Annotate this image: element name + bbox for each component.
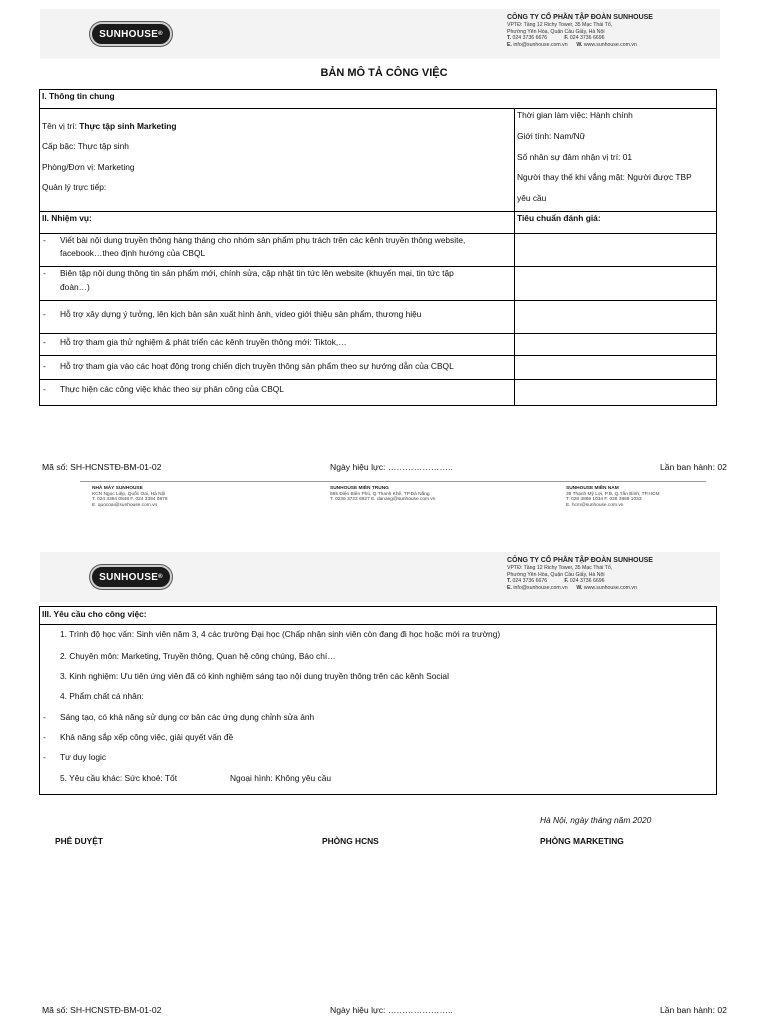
column-divider xyxy=(514,108,515,406)
marketing-dept-label: PHÒNG MARKETING xyxy=(540,836,624,846)
logo-text: SUNHOUSE xyxy=(99,571,159,583)
position-value: Thực tập sinh Marketing xyxy=(79,121,177,131)
company-email: info@sunhouse.com.vn xyxy=(513,584,568,591)
divider xyxy=(39,624,717,625)
department-field: Phòng/Đơn vị: Marketing xyxy=(42,162,135,172)
requirement-major: 2. Chuyên môn: Marketing, Truyền thông, Quan hệ công chúng, Báo chí… xyxy=(60,651,336,661)
branch-address: 39 Thạnh Mỹ Lợi, P.B, Q.Tân Bình, TP.HCM xyxy=(566,491,660,497)
substitute-field: Người thay thế khi vắng mặt: Người được TBP xyxy=(517,172,692,182)
company-fax: 024 3736 6696 xyxy=(569,35,605,42)
email-label: E. xyxy=(507,41,512,48)
task-1-line-2: facebook…theo định hướng của CBQL xyxy=(60,248,206,258)
task-6: Thực hiện các công việc khác theo sự phân công của CBQL xyxy=(60,384,284,394)
task-4: Hỗ trợ tham gia thử nghiệm & phát triển các kênh truyền thông mới: Tiktok,… xyxy=(60,337,347,347)
headcount-field: Số nhân sự đảm nhận vị trí: 01 xyxy=(517,152,633,162)
bullet-dash: - xyxy=(43,361,46,371)
branch-email: E. hcm@sunhouse.com.vn xyxy=(566,502,624,508)
branch-south xyxy=(566,486,659,508)
quality-3: Tư duy logic xyxy=(60,752,107,762)
position-field xyxy=(42,121,177,132)
logo-text: SUNHOUSE xyxy=(99,28,159,40)
branch-factory xyxy=(92,486,167,508)
form-code: Mã số: SH-HCNSTĐ-BM-01-02 xyxy=(42,1005,162,1015)
section2-heading: II. Nhiệm vụ: xyxy=(42,213,92,223)
divider xyxy=(39,300,717,301)
requirement-education: 1. Trình độ học vấn: Sinh viên năm 3, 4 các trường Đại học (Chấp nhận sinh viên còn đang đi học hoặc mới ra trường) xyxy=(60,629,501,639)
company-web: www.sunhouse.com.vn xyxy=(583,584,637,591)
bullet-dash: - xyxy=(43,309,46,319)
bullet-dash: - xyxy=(43,384,46,394)
bullet-dash: - xyxy=(43,268,46,278)
divider xyxy=(39,379,717,380)
sunhouse-logo: SUNHOUSE ® xyxy=(90,565,172,589)
company-name: CÔNG TY CỔ PHẦN TẬP ĐOÀN SUNHOUSE xyxy=(507,14,653,21)
section3-heading: III. Yêu cầu cho công việc: xyxy=(42,609,147,619)
document-title: BẢN MÔ TẢ CÔNG VIỆC xyxy=(320,67,448,79)
position-label: Tên vị trí: xyxy=(42,121,80,131)
effective-date: Ngày hiệu lực: ………………….. xyxy=(330,462,453,472)
tel-label: T. xyxy=(507,578,512,585)
bullet-dash: - xyxy=(43,337,46,347)
branch-title: SUNHOUSE MIỀN TRUNG xyxy=(330,486,389,491)
task-5: Hỗ trợ tham gia vào các hoạt động trong chiến dịch truyền thông sản phẩm theo sự hướng dẫn của CBQL xyxy=(60,361,454,371)
divider xyxy=(39,333,717,334)
web-label: W. xyxy=(576,584,583,591)
task-3: Hỗ trợ xây dựng ý tưởng, lên kịch bản sản xuất hình ảnh, video giới thiệu sản phẩm, thương hiệu xyxy=(60,309,422,319)
company-tel: 024 3736 6676 xyxy=(512,578,548,585)
branch-title: SUNHOUSE MIỀN NAM xyxy=(566,486,619,491)
bullet-dash: - xyxy=(43,712,46,722)
effective-date: Ngày hiệu lực: ………………….. xyxy=(330,1005,453,1015)
company-address-2: Phường Yên Hòa, Quận Cầu Giấy, Hà Nội xyxy=(507,28,605,35)
branch-email: E. quocoai@sunhouse.com.vn xyxy=(92,502,158,508)
divider xyxy=(39,108,717,109)
criteria-heading: Tiêu chuẩn đánh giá: xyxy=(517,213,601,223)
bullet-dash: - xyxy=(43,732,46,742)
web-label: W. xyxy=(576,41,583,48)
divider xyxy=(39,355,717,356)
company-info-block xyxy=(507,556,653,591)
company-name: CÔNG TY CỔ PHẦN TẬP ĐOÀN SUNHOUSE xyxy=(507,557,653,564)
hr-dept-label: PHÒNG HCNS xyxy=(322,836,379,846)
form-code: Mã số: SH-HCNSTĐ-BM-01-02 xyxy=(42,462,162,472)
branch-address: 665 Điện Biên Phủ, Q.Thanh Khê, TP.Đà Nẵng xyxy=(330,491,430,497)
branch-contact: T. 0236 3722 6927 E. danang@sunhouse.com.vn xyxy=(330,497,436,503)
bullet-dash: - xyxy=(43,235,46,245)
gender-field: Giới tính: Nam/Nữ xyxy=(517,131,586,141)
footer-rule xyxy=(80,481,706,482)
company-address-2: Phường Yên Hòa, Quận Cầu Giấy, Hà Nội xyxy=(507,571,605,578)
issue-number: Lần ban hành: 02 xyxy=(660,462,727,472)
divider xyxy=(39,266,717,267)
substitute-field-cont: yêu cầu xyxy=(517,193,547,203)
manager-field: Quản lý trực tiếp: xyxy=(42,182,107,192)
fax-label: F. xyxy=(564,35,569,42)
requirement-experience: 3. Kinh nghiệm: Ưu tiên ứng viên đã có kinh nghiệm sáng tạo nội dung truyền thông trên các kênh Social xyxy=(60,671,449,681)
sunhouse-logo: SUNHOUSE ® xyxy=(90,22,172,46)
task-2-line-1: Biên tập nội dung thông tin sản phẩm mới, chính sửa, cập nhật tin tức lên website (khuyến mại, tin tức tập xyxy=(60,268,454,278)
company-address-1: VPTĐ: Tầng 12 Richy Tower, 35 Mạc Thái Tổ, xyxy=(507,22,613,28)
requirement-appearance: Ngoại hình: Không yêu cầu xyxy=(230,773,332,783)
company-info-block xyxy=(507,13,653,48)
task-2-line-2: đoàn…) xyxy=(60,282,90,292)
tel-label: T. xyxy=(507,35,512,42)
company-fax: 024 3736 6696 xyxy=(569,578,605,585)
section1-heading: I. Thông tin chung xyxy=(42,91,115,101)
approval-label: PHÊ DUYỆT xyxy=(55,836,103,846)
company-web: www.sunhouse.com.vn xyxy=(583,41,637,48)
fax-label: F. xyxy=(564,578,569,585)
branch-address: KCN Ngọc Liệp, Quốc Oai, Hà Nội xyxy=(92,491,166,497)
requirement-other: 5. Yêu cầu khác: Sức khoẻ: Tốt xyxy=(60,773,178,783)
company-address-1: VPTĐ: Tầng 12 Richy Tower, 35 Mạc Thái Tổ, xyxy=(507,565,613,571)
branch-contact: T. 024 3394 0848 F. 024 3394 0878 xyxy=(92,497,168,503)
requirement-qualities: 4. Phẩm chất cá nhân: xyxy=(60,691,144,701)
divider xyxy=(39,233,717,234)
rank-field: Cấp bậc: Thực tập sinh xyxy=(42,141,129,151)
email-label: E. xyxy=(507,584,512,591)
quality-2: Khả năng sắp xếp công việc, giải quyết vấn đề xyxy=(60,732,234,742)
sign-date-line: Hà Nội, ngày tháng năm 2020 xyxy=(540,815,652,825)
task-1-line-1: Viết bài nội dung truyền thông hàng tháng cho nhóm sản phẩm phụ trách trên các kênh truyền thông website, xyxy=(60,235,466,245)
bullet-dash: - xyxy=(43,752,46,762)
branch-title: NHÀ MÁY SUNHOUSE xyxy=(92,486,143,491)
branch-contact: T. 028 3869 1034 F. 028 3869 1033 xyxy=(566,497,642,503)
work-time-field: Thời gian làm việc: Hành chính xyxy=(517,110,633,120)
company-email: info@sunhouse.com.vn xyxy=(513,41,568,48)
company-tel: 024 3736 6676 xyxy=(512,35,548,42)
divider xyxy=(39,211,717,212)
issue-number: Lần ban hành: 02 xyxy=(660,1005,727,1015)
branch-central xyxy=(330,486,435,503)
quality-1: Sáng tạo, có khả năng sử dụng cơ bản các ứng dụng chỉnh sửa ảnh xyxy=(60,712,315,722)
